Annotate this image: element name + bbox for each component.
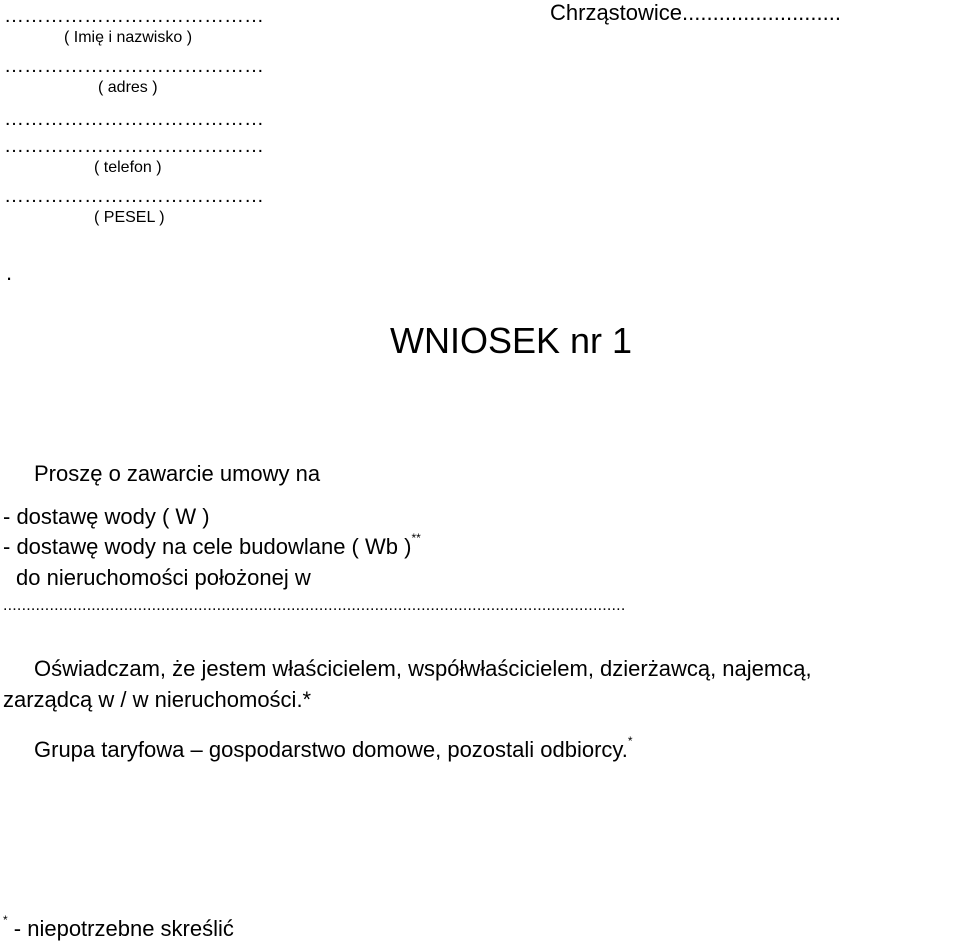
address-dots: ………………………………… [4, 55, 264, 77]
double-asterisk-mark: ** [411, 531, 421, 545]
name-label: ( Imię i nazwisko ) [64, 29, 193, 46]
declaration-line-2: zarządcą w / w nieruchomości.* [3, 687, 312, 712]
option-water-building [3, 531, 421, 559]
pesel-label: ( PESEL ) [94, 209, 165, 226]
name-dots: ………………………………… [4, 5, 264, 27]
property-location-dots: ...................................................................................................................................... [3, 597, 626, 614]
asterisk-mark: * [627, 734, 633, 748]
option-water: - dostawę wody ( W ) [3, 504, 210, 529]
document-title: WNIOSEK nr 1 [390, 320, 633, 361]
tariff-group [34, 734, 633, 762]
pesel-dots: ………………………………… [4, 185, 264, 207]
phone-dots: ………………………………… [4, 135, 264, 157]
footnote-asterisk: * [3, 913, 8, 927]
place-date: Chrząstowice.......................... [550, 0, 841, 25]
phone-label: ( telefon ) [94, 159, 162, 176]
option-water-building-text: - dostawę wody na cele budowlane ( Wb ) [3, 534, 412, 559]
stray-dot: . [6, 260, 13, 285]
footnote [3, 913, 234, 941]
address-label: ( adres ) [98, 79, 158, 96]
declaration-line-1: Oświadczam, że jestem właścicielem, współwłaścicielem, dzierżawcą, najemcą, [34, 656, 812, 681]
footnote-text: - niepotrzebne skreślić [7, 916, 234, 941]
request-intro: Proszę o zawarcie umowy na [34, 461, 321, 486]
address-dots-2: ………………………………… [4, 108, 264, 130]
tariff-group-text: Grupa taryfowa – gospodarstwo domowe, pozostali odbiorcy. [34, 737, 628, 762]
property-location: do nieruchomości położonej w [16, 565, 311, 590]
